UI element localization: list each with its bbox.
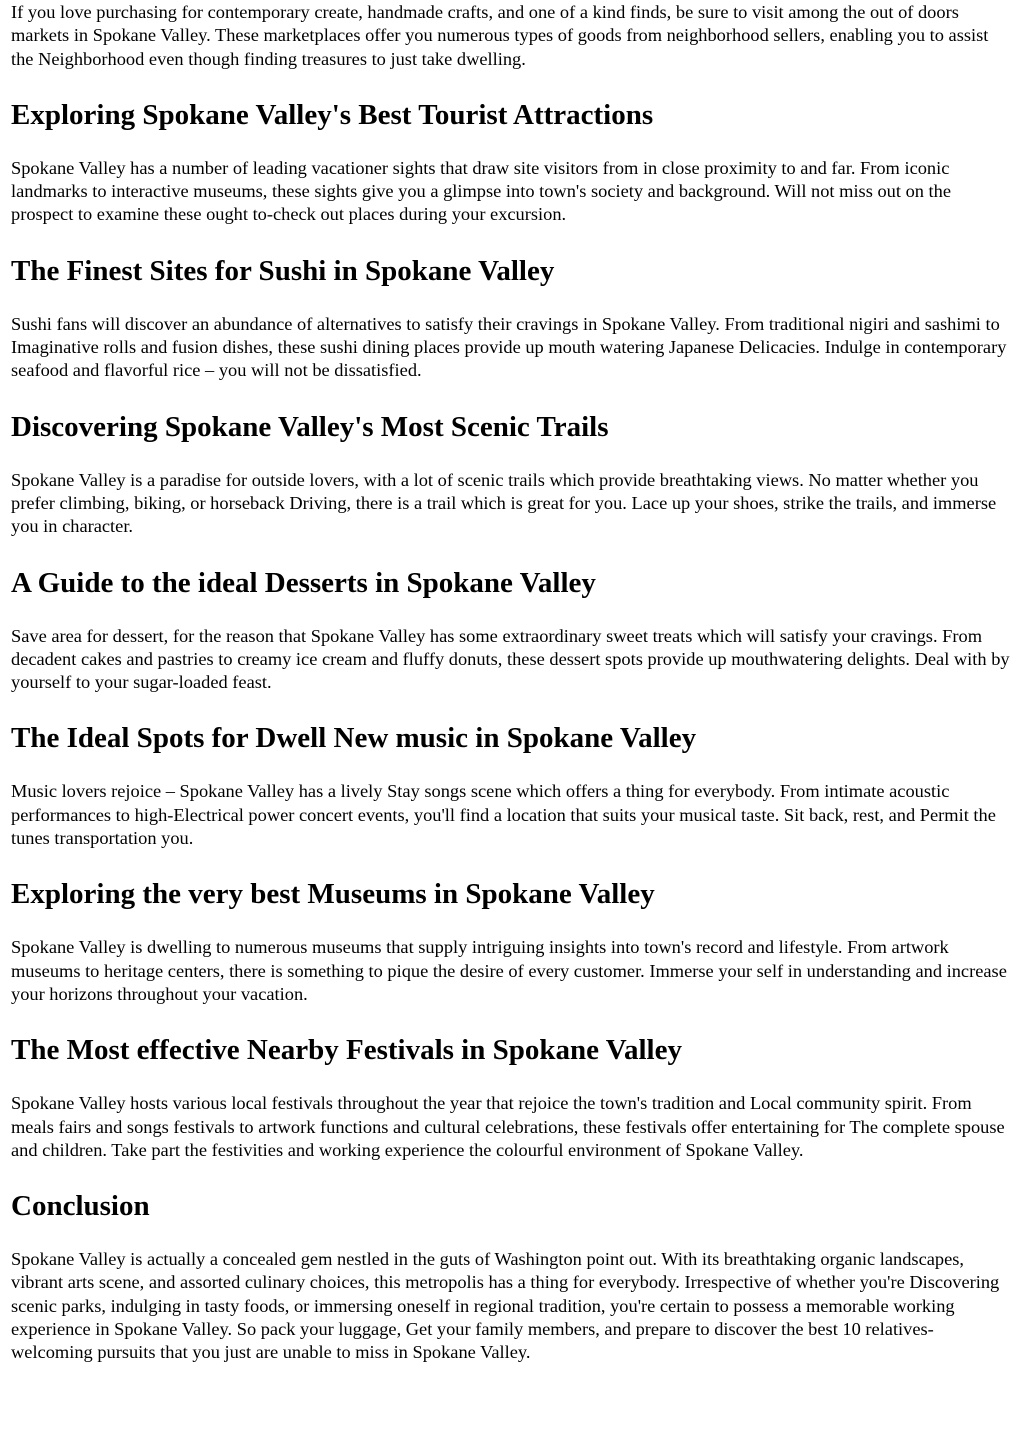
section-paragraph: Spokane Valley hosts various local festivals throughout the year that rejoice the town's tradition and Local community spirit. From meals fairs and songs festivals to artwork functions and cultural celebrations, these festivals offer entertaining for The complete spouse and children. Take part the festivities and working experience the colourful environment of Spokane Valley.	[11, 1093, 1005, 1160]
section-heading: The Ideal Spots for Dwell New music in Spokane Valley	[11, 722, 697, 755]
section-conclusion	[11, 1189, 1014, 1364]
section-heading: The Most effective Nearby Festivals in Spokane Valley	[11, 1034, 682, 1067]
section-sushi	[11, 254, 1014, 383]
section-live-music	[11, 721, 1014, 850]
section-heading: Exploring the very best Museums in Spokane Valley	[11, 878, 655, 911]
section-paragraph: Spokane Valley is actually a concealed gem nestled in the guts of Washington point out. With its breathtaking organic landscapes, vibrant arts scene, and assorted culinary choices, this metropolis has a thing for everybody. Irrespective of whether you're Discovering scenic parks, indulging in tasty foods, or immersing oneself in regional tradition, you're certain to possess a memorable working experience in Spokane Valley. So pack your luggage, Get your family members, and prepare to discover the best 10 relatives-welcoming pursuits that you just are unable to miss in Spokane Valley.	[11, 1249, 1000, 1363]
section-heading: The Finest Sites for Sushi in Spokane Valley	[11, 254, 555, 287]
section-heading: Conclusion	[11, 1190, 150, 1223]
section-heading: Discovering Spokane Valley's Most Scenic Trails	[11, 410, 609, 443]
section-paragraph: Spokane Valley is dwelling to numerous museums that supply intriguing insights into town's record and lifestyle. From artwork museums to heritage centers, there is something to pique the desire of every customer. Immerse your self in understanding and increase your horizons throughout your vacation.	[11, 937, 1007, 1004]
section-heading: A Guide to the ideal Desserts in Spokane Valley	[11, 566, 596, 599]
section-paragraph: Spokane Valley is a paradise for outside lovers, with a lot of scenic trails which provide breathtaking views. No matter whether you prefer climbing, biking, or horseback Driving, there is a trail which is great for you. Lace up your shoes, strike the trails, and immerse you in character.	[11, 469, 997, 537]
section-festivals	[11, 1033, 1014, 1162]
section-paragraph: Sushi fans will discover an abundance of alternatives to satisfy their cravings in Spokane Valley. From traditional nigiri and sashimi to Imaginative rolls and fusion dishes, these sushi dining places provide up mouth watering Japanese Delicacies. Indulge in contemporary seafood and flavorful rice – you will not be dissatisfied.	[11, 313, 1007, 381]
section-trails	[11, 410, 1014, 539]
section-paragraph: Spokane Valley has a number of leading vacationer sights that draw site visitors from in close proximity to and far. From iconic landmarks to interactive museums, these sights give you a glimpse into town's society and background. Will not miss out on the prospect to examine these ought to-check out places during your excursion.	[11, 157, 952, 225]
section-museums	[11, 877, 1014, 1006]
section-heading: Exploring Spokane Valley's Best Tourist Attractions	[11, 98, 654, 131]
section-paragraph: Music lovers rejoice – Spokane Valley has a lively Stay songs scene which offers a thing for everybody. From intimate acoustic performances to high-Electrical power concert events, you'll find a location that suits your musical taste. Sit back, rest, and Permit the tunes transportation you.	[11, 781, 996, 849]
section-tourist-attractions	[11, 98, 1014, 227]
section-paragraph: Save area for dessert, for the reason that Spokane Valley has some extraordinary sweet treats which will satisfy your cravings. From decadent cakes and pastries to creamy ice cream and fluffy donuts, these dessert spots provide up mouthwatering delights. Deal with by yourself to your sugar-loaded feast.	[11, 625, 1010, 693]
intro-paragraph: If you love purchasing for contemporary create, handmade crafts, and one of a kind finds, be sure to visit among the out of doors markets in Spokane Valley. These marketplaces offer you numerous types of goods from neighborhood sellers, enabling you to assist the Neighborhood even though finding treasures to just take dwelling.	[11, 2, 989, 69]
section-desserts	[11, 566, 1014, 695]
